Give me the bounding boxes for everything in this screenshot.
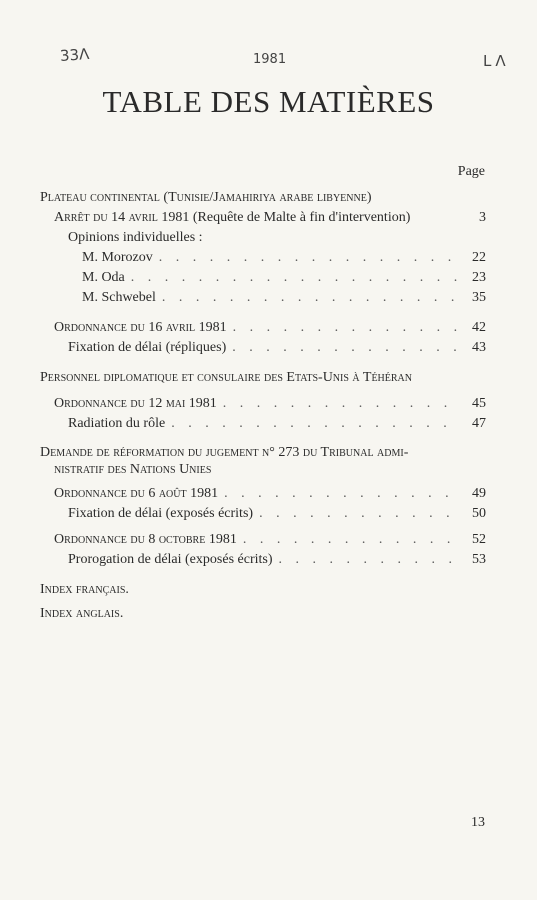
handwritten-annotation-right: LΛ: [483, 52, 510, 70]
leader-dots: [156, 288, 458, 308]
entry-page: 43: [472, 340, 486, 355]
leader-dots: [227, 318, 458, 338]
entry-date: Arrêt du 14 avril 1981: [54, 210, 190, 225]
toc-entry: [40, 550, 486, 570]
toc-entry: [40, 414, 486, 434]
entry-title: [54, 208, 410, 228]
entry-page: 50: [472, 506, 486, 521]
toc-entry: [40, 318, 486, 338]
entry-title: Fixation de délai (exposés écrits): [68, 506, 254, 521]
section-title: Personnel diplomatique et consulaire des Etats-Unis à Téhéran: [40, 370, 412, 385]
toc-index-entry: [40, 580, 486, 600]
section-title-line2: nistratif des Nations Unies: [54, 462, 212, 477]
section-title-line1: Demande de réformation du jugement n° 273 du Tribunal admi-: [40, 445, 409, 460]
leader-dots: [237, 530, 458, 550]
entry-title: Ordonnance du 12 mai 1981: [54, 396, 217, 411]
entry-title: M. Schwebel: [82, 290, 156, 305]
entry-title: Ordonnance du 6 août 1981: [54, 486, 219, 501]
toc-entry: [40, 394, 486, 414]
table-of-contents: [40, 188, 486, 624]
leader-dots: [273, 550, 459, 570]
toc-entry: [40, 268, 486, 288]
toc-section-heading: [40, 368, 486, 388]
entry-title: Radiation du rôle: [68, 416, 166, 431]
entry-page: 3: [479, 210, 486, 225]
handwritten-annotation-center: 1981: [253, 52, 287, 67]
leader-dots: [165, 414, 458, 434]
page-title: TABLE DES MATIÈRES: [102, 84, 435, 119]
index-french: Index français.: [40, 582, 129, 597]
leader-dots: [226, 338, 458, 358]
leader-dots: [153, 248, 458, 268]
entry-page: 22: [472, 250, 486, 265]
entry-page: 45: [472, 396, 486, 411]
toc-entry: [40, 208, 486, 228]
entry-page: 35: [472, 290, 486, 305]
entry-title: Ordonnance du 16 avril 1981: [54, 320, 227, 335]
index-english: Index anglais.: [40, 606, 124, 621]
entry-title: Ordonnance du 8 octobre 1981: [54, 532, 237, 547]
entry-title: Opinions individuelles :: [68, 230, 203, 245]
toc-entry: [40, 248, 486, 268]
toc-index-entry: [40, 604, 486, 624]
entry-page: 53: [472, 552, 486, 567]
page-number: 13: [471, 815, 485, 830]
page-column-header: Page: [457, 164, 485, 179]
toc-entry: [40, 484, 486, 504]
leader-dots: [218, 484, 458, 504]
entry-page: 47: [472, 416, 486, 431]
entry-subtitle: (Requête de Malte à fin d'intervention): [189, 210, 411, 225]
entry-page: 23: [472, 270, 486, 285]
handwritten-annotation-left: 33Λ: [59, 44, 90, 66]
entry-page: 42: [472, 320, 486, 335]
toc-entry: [40, 504, 486, 524]
entry-title: Prorogation de délai (exposés écrits): [68, 552, 273, 567]
leader-dots: [253, 504, 458, 524]
entry-page: 49: [472, 486, 486, 501]
entry-title: M. Morozov: [82, 250, 153, 265]
toc-entry: [40, 288, 486, 308]
leader-dots: [125, 268, 458, 288]
toc-section-heading: [40, 444, 486, 478]
toc-section-heading: [40, 188, 486, 208]
leader-dots: [217, 394, 458, 414]
entry-page: 52: [472, 532, 486, 547]
toc-entry: [40, 338, 486, 358]
section-title: Plateau continental (Tunisie/Jamahiriya arabe libyenne): [40, 190, 372, 205]
entry-title: M. Oda: [82, 270, 125, 285]
toc-entry: [40, 530, 486, 550]
entry-title: Fixation de délai (répliques): [68, 340, 227, 355]
toc-subheading: [40, 228, 486, 248]
